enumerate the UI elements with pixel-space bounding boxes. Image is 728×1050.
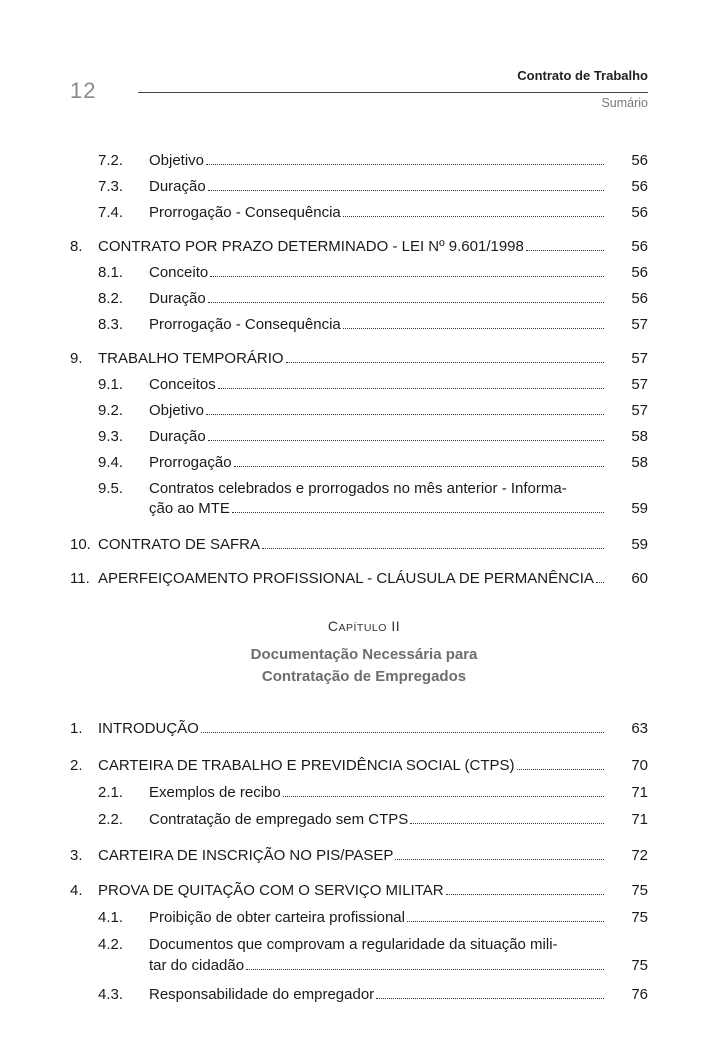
chapter-label — [0, 618, 728, 634]
toc-entry-title: ção ao MTE — [149, 500, 230, 517]
toc-entry-page: 56 — [631, 178, 648, 195]
toc-entry[interactable] — [70, 811, 648, 835]
toc-entry[interactable] — [70, 454, 648, 478]
toc-entry-page: 56 — [631, 264, 648, 281]
toc-entry-number: 8.3. — [98, 316, 124, 333]
dot-leader — [246, 968, 604, 970]
toc-entry-title: Contratação de empregado sem CTPS — [149, 811, 409, 828]
toc-entry-number: 8. — [70, 238, 83, 255]
toc-entry-title: Objetivo — [149, 152, 205, 169]
toc-entry-number: 4.3. — [98, 986, 124, 1003]
toc-entry[interactable] — [70, 847, 648, 871]
toc-entry-title: Proibição de obter carteira profissional — [149, 909, 405, 926]
dot-leader — [395, 858, 604, 860]
toc-entry-number: 2. — [70, 757, 83, 774]
chapter-number: II — [391, 618, 401, 634]
toc-entry-page: 60 — [631, 570, 648, 587]
toc-entry-title: PROVA DE QUITAÇÃO COM O SERVIÇO MILITAR — [98, 882, 444, 899]
toc-entry-page: 58 — [631, 454, 648, 471]
dot-leader — [376, 997, 604, 999]
dot-leader — [208, 439, 604, 441]
toc-entry-page: 63 — [631, 720, 648, 737]
toc-entry-number: 1. — [70, 720, 83, 737]
toc-entry-title: CONTRATO POR PRAZO DETERMINADO - LEI Nº 9.601/1998 — [98, 238, 524, 255]
toc-entry-number: 9.4. — [98, 454, 124, 471]
toc-entry-title: Conceitos — [149, 376, 216, 393]
toc-entry-number: 9.1. — [98, 376, 124, 393]
toc-entry-page: 75 — [631, 882, 648, 899]
toc-entry-title: CARTEIRA DE TRABALHO E PREVIDÊNCIA SOCIAL (CTPS) — [98, 757, 515, 774]
toc-entry-number: 7.3. — [98, 178, 124, 195]
dot-leader — [262, 547, 604, 549]
dot-leader — [526, 249, 604, 251]
toc-entry-title: TRABALHO TEMPORÁRIO — [98, 350, 284, 367]
toc-entry-page: 58 — [631, 428, 648, 445]
toc-entry[interactable] — [70, 290, 648, 314]
chapter-label-prefix: C — [327, 618, 339, 634]
toc-entry[interactable] — [70, 784, 648, 808]
toc-entry-page: 75 — [631, 957, 648, 974]
toc-entry-page: 59 — [631, 536, 648, 553]
toc-entry-page: 57 — [631, 350, 648, 367]
header-subtitle: Sumário — [601, 96, 648, 110]
toc-entry[interactable] — [70, 882, 648, 906]
dot-leader — [208, 301, 604, 303]
toc-entry[interactable] — [70, 238, 648, 262]
toc-entry-number: 9.5. — [98, 480, 124, 497]
toc-entry-number: 2.1. — [98, 784, 124, 801]
toc-entry[interactable] — [70, 350, 648, 374]
toc-entry-page: 72 — [631, 847, 648, 864]
dot-leader — [206, 163, 604, 165]
toc-entry-title: APERFEIÇOAMENTO PROFISSIONAL - CLÁUSULA DE PERMANÊNCIA — [98, 570, 594, 587]
toc-entry-page: 57 — [631, 316, 648, 333]
toc-entry[interactable] — [70, 402, 648, 426]
toc-entry-title-line1: Documentos que comprovam a regularidade da situação mili- — [149, 936, 558, 953]
toc-entry[interactable] — [70, 178, 648, 202]
toc-entry-title: Prorrogação - Consequência — [149, 316, 341, 333]
toc-entry-number: 4. — [70, 882, 83, 899]
toc-entry[interactable] — [70, 757, 648, 781]
dot-leader — [407, 920, 604, 922]
dot-leader — [410, 822, 604, 824]
toc-entry-title: INTRODUÇÃO — [98, 720, 199, 737]
toc-entry-title: Duração — [149, 290, 206, 307]
header-line — [138, 92, 648, 93]
toc-entry-number: 3. — [70, 847, 83, 864]
toc-entry-number: 11. — [70, 570, 90, 587]
toc-entry-title: Conceito — [149, 264, 209, 281]
chapter-title-line2: Contratação de Empregados — [261, 668, 467, 685]
toc-entry-title: Exemplos de recibo — [149, 784, 281, 801]
toc-entry-title: CONTRATO DE SAFRA — [98, 536, 260, 553]
toc-entry-title: Duração — [149, 178, 206, 195]
toc-entry-page: 57 — [631, 402, 648, 419]
dot-leader — [343, 215, 604, 217]
toc-entry-page: 57 — [631, 376, 648, 393]
toc-entry-number: 9.3. — [98, 428, 124, 445]
header-title: Contrato de Trabalho — [517, 68, 648, 83]
toc-entry[interactable] — [70, 536, 648, 560]
dot-leader — [446, 893, 604, 895]
toc-entry[interactable] — [70, 720, 648, 744]
toc-entry-page: 76 — [631, 986, 648, 1003]
dot-leader — [208, 189, 604, 191]
toc-entry-page: 56 — [631, 204, 648, 221]
toc-entry-page: 56 — [631, 290, 648, 307]
toc-entry-page: 56 — [631, 238, 648, 255]
dot-leader — [232, 511, 604, 513]
dot-leader — [343, 327, 604, 329]
toc-entry[interactable] — [70, 986, 648, 1010]
chapter-title-line1: Documentação Necessária para — [250, 646, 478, 663]
toc-entry[interactable] — [70, 570, 648, 594]
toc-entry-page: 70 — [631, 757, 648, 774]
toc-entry-title: Responsabilidade do empregador — [149, 986, 375, 1003]
dot-leader — [517, 768, 605, 770]
toc-entry-title: Duração — [149, 428, 206, 445]
toc-entry[interactable] — [70, 264, 648, 288]
toc-entry-page: 56 — [631, 152, 648, 169]
toc-entry-title-line1: Contratos celebrados e prorrogados no mês anterior - Informa- — [149, 480, 567, 497]
toc-entry-title: tar do cidadão — [149, 957, 245, 974]
dot-leader — [218, 387, 604, 389]
chapter-label-word: APÍTULO — [338, 622, 387, 634]
toc-entry-continuation[interactable] — [70, 500, 648, 524]
toc-entry-page: 71 — [631, 811, 648, 828]
toc-entry[interactable] — [70, 316, 648, 340]
dot-leader — [210, 275, 604, 277]
toc-entry[interactable] — [70, 909, 648, 933]
toc-entry-number: 2.2. — [98, 811, 124, 828]
toc-entry-title: CARTEIRA DE INSCRIÇÃO NO PIS/PASEP — [98, 847, 394, 864]
toc-entry-number: 9. — [70, 350, 83, 367]
toc-entry[interactable] — [70, 428, 648, 452]
toc-entry-number: 8.2. — [98, 290, 124, 307]
dot-leader — [201, 731, 604, 733]
dot-leader — [206, 413, 604, 415]
toc-entry[interactable] — [70, 376, 648, 400]
toc-entry-number: 7.4. — [98, 204, 124, 221]
toc-entry[interactable] — [70, 204, 648, 228]
toc-entry-number: 7.2. — [98, 152, 124, 169]
toc-entry-number: 4.1. — [98, 909, 124, 926]
toc-entry[interactable] — [70, 152, 648, 176]
dot-leader — [283, 795, 604, 797]
toc-entry-number: 9.2. — [98, 402, 124, 419]
toc-entry-page: 75 — [631, 909, 648, 926]
dot-leader — [286, 361, 604, 363]
toc-entry-page: 59 — [631, 500, 648, 517]
toc-entry-title: Prorrogação — [149, 454, 232, 471]
toc-entry-number: 10. — [70, 536, 91, 553]
dot-leader — [596, 581, 604, 583]
page-number: 12 — [70, 78, 97, 103]
toc-entry-page: 71 — [631, 784, 648, 801]
toc-entry-continuation[interactable] — [70, 957, 648, 981]
toc-entry-title: Objetivo — [149, 402, 205, 419]
dot-leader — [234, 465, 604, 467]
toc-entry-number: 4.2. — [98, 936, 124, 953]
toc-entry-number: 8.1. — [98, 264, 124, 281]
toc-entry-title: Prorrogação - Consequência — [149, 204, 341, 221]
